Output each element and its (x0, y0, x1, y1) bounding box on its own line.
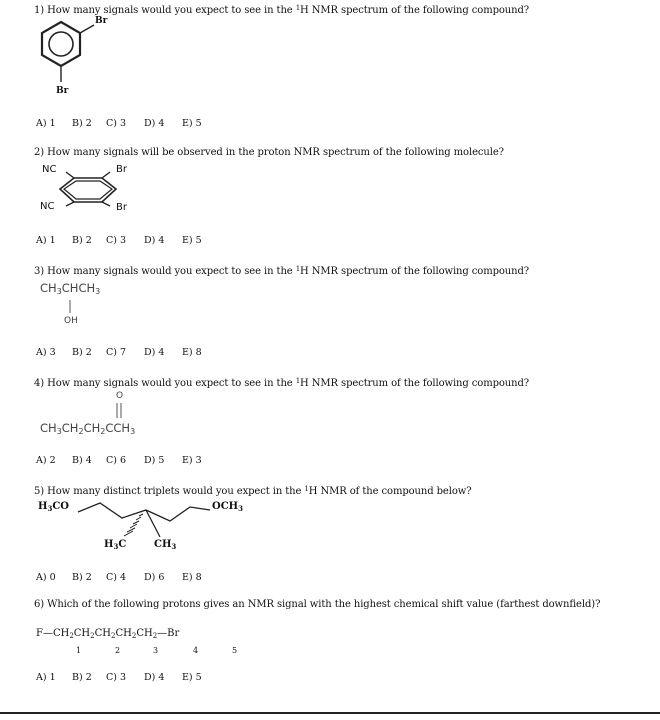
q3-choice-d[interactable]: D) 4 (144, 347, 165, 358)
q5-methyl-right: $CH_3$ (154, 539, 177, 551)
q6-choices (36, 672, 202, 683)
q6-choice-a[interactable]: A) 1 (36, 672, 56, 683)
q1-br-bottom-label: Br (56, 86, 69, 96)
q6-number-1: 1 (76, 646, 82, 655)
q1-choice-b[interactable]: B) 2 (72, 118, 92, 129)
q6-choice-e[interactable]: E) 5 (182, 672, 202, 683)
question-6-text: 6) Which of the following protons gives an NMR signal with the highest chemical shift value (farthest downfield)? (34, 599, 601, 610)
q6-choice-b[interactable]: B) 2 (72, 672, 92, 683)
q1-choice-e[interactable]: E) 5 (182, 118, 202, 129)
q5-choices (36, 572, 202, 583)
q1-choice-d[interactable]: D) 4 (144, 118, 165, 129)
question-1-text: 1) How many signals would you expect to see in the $^1$H NMR spectrum of the following compound? (34, 4, 530, 16)
q1-br-top-label: Br (95, 16, 108, 26)
q1-choice-a[interactable]: A) 1 (36, 118, 56, 129)
q5-right-group: $OCH_3$ (212, 501, 243, 513)
q1-choice-c[interactable]: C) 3 (106, 118, 127, 129)
q2-choice-b[interactable]: B) 2 (72, 235, 92, 246)
q4-choice-e[interactable]: E) 3 (182, 455, 202, 466)
q2-choice-e[interactable]: E) 5 (182, 235, 202, 246)
q2-choice-c[interactable]: C) 3 (106, 235, 127, 246)
q3-choice-e[interactable]: E) 8 (182, 347, 202, 358)
q2-br-top-label: Br (116, 164, 127, 175)
q3-choice-a[interactable]: A) 3 (36, 347, 56, 358)
question-2-text: 2) How many signals will be observed in the proton NMR spectrum of the following molecule? (34, 147, 504, 158)
question-3-text: 3) How many signals would you expect to see in the $^1$H NMR spectrum of the following compound? (34, 265, 530, 277)
bottom-divider (0, 712, 660, 714)
q5-methyl-left: $H_3C$ (104, 539, 127, 551)
q4-formula: $CH_3CH_2CH_2CCH_3$ (40, 421, 136, 436)
q6-number-3: 3 (153, 646, 159, 655)
q2-choice-a[interactable]: A) 1 (36, 235, 56, 246)
q4-choice-b[interactable]: B) 4 (72, 455, 92, 466)
q2-br-bottom-label: Br (116, 202, 127, 213)
q6-number-5: 5 (232, 646, 238, 655)
q5-choice-c[interactable]: C) 4 (106, 572, 127, 583)
q6-number-2: 2 (115, 646, 121, 655)
q6-choice-d[interactable]: D) 4 (144, 672, 165, 683)
q3-formula: $CH_3CHCH_3$ (40, 281, 101, 296)
q5-choice-d[interactable]: D) 6 (144, 572, 165, 583)
q3-choice-c[interactable]: C) 7 (106, 347, 127, 358)
q4-choice-c[interactable]: C) 6 (106, 455, 127, 466)
q2-choice-d[interactable]: D) 4 (144, 235, 165, 246)
q6-number-4: 4 (193, 646, 199, 655)
q6-choice-c[interactable]: C) 3 (106, 672, 127, 683)
q2-nc-top-label: NC (42, 164, 57, 175)
q6-proton-numbers (0, 646, 660, 660)
q5-choice-e[interactable]: E) 8 (182, 572, 202, 583)
q4-choice-a[interactable]: A) 2 (36, 455, 56, 466)
q5-left-group: $H_3CO$ (38, 501, 69, 513)
q5-choice-a[interactable]: A) 0 (36, 572, 56, 583)
q3-choice-b[interactable]: B) 2 (72, 347, 92, 358)
q6-formula: $F—CH_2CH_2CH_2CH_2CH_2—Br$ (36, 628, 180, 640)
question-4-text: 4) How many signals would you expect to see in the $^1$H NMR spectrum of the following compound? (34, 377, 530, 389)
q3-oh-label: OH (64, 316, 78, 326)
q4-choice-d[interactable]: D) 5 (144, 455, 165, 466)
question-5-text: 5) How many distinct triplets would you expect in the $^1$H NMR of the compound below? (34, 485, 472, 497)
q4-oxygen-label: O (116, 391, 124, 401)
q2-nc-bottom-label: NC (40, 201, 55, 212)
q5-choice-b[interactable]: B) 2 (72, 572, 92, 583)
